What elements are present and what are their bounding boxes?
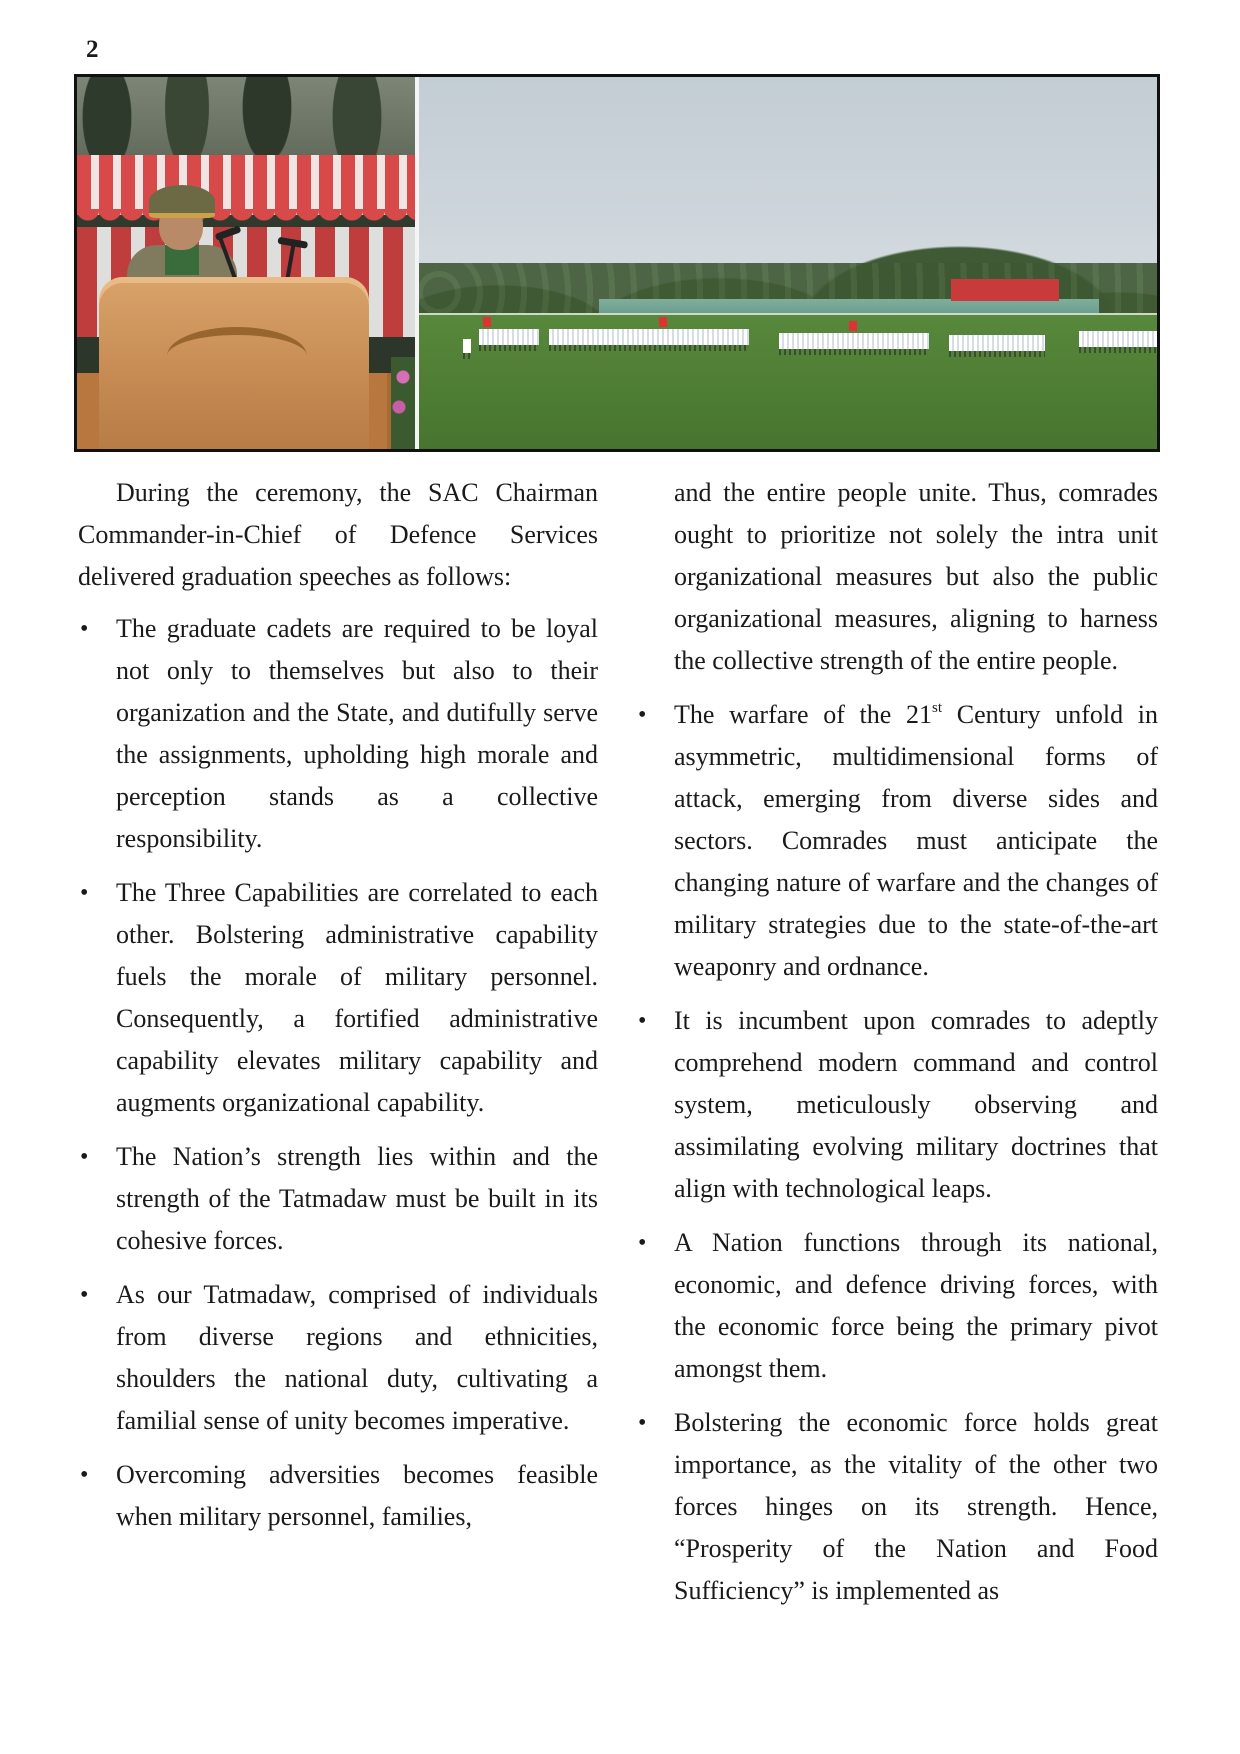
speech-points-list-continued [636,694,1158,1612]
speech-point: • The Three Capabilities are correlated to each other. Bolstering administrative capability fuels the morale of military personnel. Consequently, a fortified administrative capability elevates military capability and augments organizational capability. [78,872,598,1124]
cadet-formation [949,335,1045,351]
podium-inscription [167,327,307,385]
parade-ground-photo [419,77,1157,449]
speech-point: • Overcoming adversities becomes feasible when military personnel, families, [78,1454,598,1538]
left-text-column [78,472,598,1550]
speaker-at-podium-photo [77,77,415,449]
speech-point-text: The warfare of the 21 [674,700,933,729]
speech-point: • The graduate cadets are required to be loyal not only to themselves but also to their organization and the State, and dutifully serve the assignments, upholding high morale and perception stands as a collective responsibility. [78,608,598,860]
flag-icon [659,317,667,327]
speech-point-text: Century unfold in asymmetric, multidimensional forms of attack, emerging from diverse sides and sectors. Comrades must anticipate the changing nature of warfare and the changes of military strategies due to the state-of-the-art weaponry and ordnance. [674,700,1158,981]
speech-point: • As our Tatmadaw, comprised of individuals from diverse regions and ethnicities, shoulders the national duty, cultivating a familial sense of unity becomes imperative. [78,1274,598,1442]
marching-cadet [463,339,471,353]
speech-point: • The Nation’s strength lies within and the strength of the Tatmadaw must be built in its cohesive forces. [78,1136,598,1262]
flower-decoration [391,357,415,449]
red-banner [951,279,1059,301]
photo-collage [74,74,1160,452]
speech-point: • A Nation functions through its national, economic, and defence driving forces, with the economic force being the primary pivot amongst them. [636,1222,1158,1390]
speech-point: • It is incumbent upon comrades to adeptly comprehend modern command and control system, meticulously observing and assimilating evolving military doctrines that align with technological leaps. [636,1000,1158,1210]
intro-paragraph: During the ceremony, the SAC Chairman Commander-in-Chief of Defence Services delivered graduation speeches as follows: [78,478,598,591]
speech-points-list [78,608,598,1538]
speech-point-21st-century [636,694,1158,988]
cadet-formation [549,329,749,345]
speech-point: • Bolstering the economic force holds great importance, as the vitality of the other two forces hinges on its strength. Hence, “Prosperity of the Nation and Food Sufficiency” is implemented as [636,1402,1158,1612]
cadet-formation [779,333,929,349]
continued-paragraph: and the entire people unite. Thus, comrades ought to prioritize not solely the intra unit organizational measures but also the public organizational measures, aligning to harness the collective strength of the entire people. [674,478,1158,675]
flag-icon [849,321,857,331]
cadet-formation [479,329,539,345]
right-text-column [674,472,1158,1624]
red-white-awning [77,155,415,215]
page-number: 2 [86,36,99,63]
flag-icon [483,317,491,327]
ordinal-suffix: st [932,700,943,717]
speaker-cap [149,185,215,218]
cadet-formation [1079,331,1157,347]
